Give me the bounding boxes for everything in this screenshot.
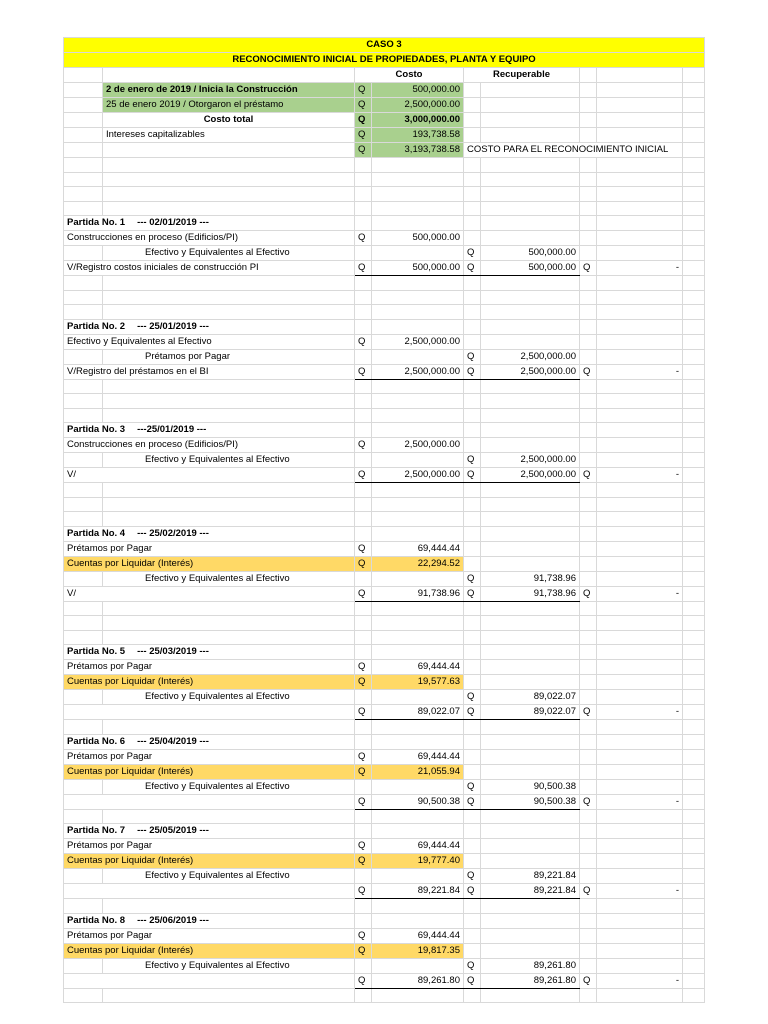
title-row xyxy=(64,38,705,53)
entry-date: --- 02/01/2019 --- xyxy=(137,217,209,228)
currency-symbol[interactable]: Q xyxy=(580,794,597,809)
empty-row xyxy=(64,512,705,527)
entry-date: --- 25/03/2019 --- xyxy=(137,646,209,657)
entry-number[interactable] xyxy=(64,423,355,438)
credit-amount[interactable]: 89,221.84 xyxy=(481,869,580,884)
sheet-title[interactable]: CASO 3 xyxy=(64,38,705,53)
debit-line-row xyxy=(64,749,705,764)
summary-amount[interactable]: 3,193,738.58 xyxy=(372,143,464,158)
empty-row xyxy=(64,809,705,824)
sheet-subtitle[interactable]: RECONOCIMIENTO INICIAL DE PROPIEDADES, PLANTA Y EQUIPO xyxy=(64,53,705,68)
entry-total-row xyxy=(64,468,705,483)
debit-amount[interactable]: 69,444.44 xyxy=(372,749,464,764)
currency-symbol[interactable]: Q xyxy=(355,128,372,143)
debit-line-row xyxy=(64,928,705,943)
account-name[interactable]: Cuentas por Liquidar (Interés) xyxy=(64,764,355,779)
empty-row xyxy=(64,172,705,187)
difference-dash[interactable]: - xyxy=(597,261,683,276)
currency-symbol[interactable]: Q xyxy=(355,586,372,601)
entry-header-row xyxy=(64,423,705,438)
currency-symbol[interactable]: Q xyxy=(355,973,372,988)
total-credit[interactable]: 91,738.96 xyxy=(481,586,580,601)
credit-line-row xyxy=(64,349,705,364)
account-name[interactable]: Cuentas por Liquidar (Interés) xyxy=(64,556,355,571)
currency-symbol[interactable]: Q xyxy=(355,541,372,556)
currency-symbol[interactable]: Q xyxy=(580,468,597,483)
currency-symbol[interactable]: Q xyxy=(355,261,372,276)
total-debit[interactable]: 91,738.96 xyxy=(372,586,464,601)
debit-line-row xyxy=(64,839,705,854)
entry-date: --- 25/06/2019 --- xyxy=(137,914,209,926)
entry-number-text: Partida No. 3 xyxy=(67,424,126,435)
currency-symbol[interactable]: Q xyxy=(355,556,372,571)
account-name[interactable]: Prétamos por Pagar xyxy=(64,928,355,943)
currency-symbol[interactable]: Q xyxy=(355,884,372,899)
entry-date: --- 25/05/2019 --- xyxy=(137,825,209,836)
empty-row xyxy=(64,408,705,423)
account-name[interactable]: Prétamos por Pagar xyxy=(103,349,355,364)
account-name[interactable]: Prétamos por Pagar xyxy=(64,749,355,764)
entry-number-text: Partida No. 6 xyxy=(67,735,126,747)
total-debit[interactable]: 89,022.07 xyxy=(372,705,464,720)
difference-dash[interactable]: - xyxy=(597,794,683,809)
debit-line-row xyxy=(64,660,705,675)
account-name[interactable]: Efectivo y Equivalentes al Efectivo xyxy=(103,571,355,586)
empty-row xyxy=(64,899,705,914)
debit-line-row xyxy=(64,764,705,779)
total-credit[interactable]: 89,221.84 xyxy=(481,884,580,899)
entry-total-row xyxy=(64,884,705,899)
difference-dash[interactable]: - xyxy=(597,586,683,601)
summary-label[interactable]: Costo total xyxy=(103,113,355,128)
entry-date: --- 25/02/2019 --- xyxy=(137,527,209,539)
summary-row xyxy=(64,128,705,143)
credit-amount[interactable]: 2,500,000.00 xyxy=(481,453,580,468)
empty-row xyxy=(64,988,705,1003)
debit-line-row xyxy=(64,541,705,556)
currency-symbol[interactable]: Q xyxy=(464,958,481,973)
difference-dash[interactable]: - xyxy=(597,884,683,899)
empty-row xyxy=(64,630,705,645)
entry-total-row xyxy=(64,364,705,379)
currency-symbol[interactable]: Q xyxy=(355,83,372,98)
debit-amount[interactable]: 2,500,000.00 xyxy=(372,438,464,453)
currency-symbol[interactable]: Q xyxy=(464,453,481,468)
entry-header-row xyxy=(64,645,705,660)
currency-symbol[interactable]: Q xyxy=(580,973,597,988)
total-debit[interactable]: 89,261.80 xyxy=(372,973,464,988)
summary-row xyxy=(64,113,705,128)
currency-symbol[interactable]: Q xyxy=(580,261,597,276)
empty-row xyxy=(64,497,705,512)
credit-amount[interactable]: 90,500.38 xyxy=(481,779,580,794)
currency-symbol[interactable]: Q xyxy=(355,839,372,854)
entry-description[interactable] xyxy=(64,794,355,809)
debit-amount[interactable]: 69,444.44 xyxy=(372,660,464,675)
empty-row xyxy=(64,601,705,616)
total-debit[interactable]: 2,500,000.00 xyxy=(372,468,464,483)
credit-amount[interactable]: 89,022.07 xyxy=(481,690,580,705)
debit-amount[interactable]: 69,444.44 xyxy=(372,928,464,943)
entry-description[interactable]: V/Registro costos iniciales de construcción PI xyxy=(64,261,355,276)
summary-label[interactable]: Intereses capitalizables xyxy=(103,128,355,143)
debit-amount[interactable]: 21,055.94 xyxy=(372,764,464,779)
empty-row xyxy=(64,201,705,216)
total-credit[interactable]: 2,500,000.00 xyxy=(481,468,580,483)
entry-number[interactable] xyxy=(64,319,355,334)
credit-amount[interactable]: 91,738.96 xyxy=(481,571,580,586)
summary-amount[interactable]: 3,000,000.00 xyxy=(372,113,464,128)
currency-symbol[interactable]: Q xyxy=(464,364,481,379)
currency-symbol[interactable]: Q xyxy=(355,660,372,675)
currency-symbol[interactable]: Q xyxy=(355,334,372,349)
empty-row xyxy=(64,276,705,291)
currency-symbol[interactable]: Q xyxy=(355,705,372,720)
account-name[interactable]: Cuentas por Liquidar (Interés) xyxy=(64,854,355,869)
account-name[interactable]: Cuentas por Liquidar (Interés) xyxy=(64,675,355,690)
entry-total-row xyxy=(64,794,705,809)
currency-symbol[interactable]: Q xyxy=(355,113,372,128)
total-credit[interactable]: 500,000.00 xyxy=(481,261,580,276)
entry-total-row xyxy=(64,973,705,988)
entry-header-row xyxy=(64,824,705,839)
account-name[interactable]: Prétamos por Pagar xyxy=(64,660,355,675)
difference-dash[interactable]: - xyxy=(597,973,683,988)
empty-row xyxy=(64,720,705,735)
total-debit[interactable]: 2,500,000.00 xyxy=(372,364,464,379)
currency-symbol[interactable]: Q xyxy=(355,943,372,958)
empty-row xyxy=(64,158,705,173)
currency-symbol[interactable]: Q xyxy=(355,928,372,943)
empty-row xyxy=(64,187,705,202)
currency-symbol[interactable]: Q xyxy=(464,571,481,586)
currency-symbol[interactable]: Q xyxy=(464,468,481,483)
debit-line-row xyxy=(64,675,705,690)
entry-total-row xyxy=(64,705,705,720)
entry-header-row xyxy=(64,913,705,928)
credit-line-row xyxy=(64,690,705,705)
entry-description[interactable]: V/ xyxy=(64,468,355,483)
credit-amount[interactable]: 500,000.00 xyxy=(481,246,580,261)
credit-line-row xyxy=(64,779,705,794)
account-name[interactable]: Prétamos por Pagar xyxy=(64,541,355,556)
header-costo[interactable]: Costo xyxy=(355,68,464,83)
debit-line-row xyxy=(64,231,705,246)
account-name[interactable]: Efectivo y Equivalentes al Efectivo xyxy=(103,958,355,973)
total-credit[interactable]: 2,500,000.00 xyxy=(481,364,580,379)
currency-symbol[interactable]: Q xyxy=(355,231,372,246)
entry-header-row xyxy=(64,734,705,749)
currency-symbol[interactable]: Q xyxy=(464,779,481,794)
entry-number[interactable] xyxy=(64,526,355,541)
account-name[interactable]: Construcciones en proceso (Edificios/PI) xyxy=(64,438,355,453)
header-row xyxy=(64,68,705,83)
credit-line-row xyxy=(64,958,705,973)
entry-description[interactable] xyxy=(64,884,355,899)
credit-amount[interactable]: 2,500,000.00 xyxy=(481,349,580,364)
entry-header-row xyxy=(64,526,705,541)
account-name[interactable]: Efectivo y Equivalentes al Efectivo xyxy=(103,246,355,261)
empty-row xyxy=(64,290,705,305)
total-credit[interactable]: 90,500.38 xyxy=(481,794,580,809)
total-debit[interactable]: 500,000.00 xyxy=(372,261,464,276)
entry-number[interactable] xyxy=(64,645,355,660)
debit-line-row xyxy=(64,556,705,571)
summary-amount[interactable]: 2,500,000.00 xyxy=(372,98,464,113)
currency-symbol[interactable]: Q xyxy=(464,705,481,720)
account-name[interactable]: Efectivo y Equivalentes al Efectivo xyxy=(103,453,355,468)
debit-line-row xyxy=(64,438,705,453)
entry-header-row xyxy=(64,319,705,334)
empty-row xyxy=(64,379,705,394)
currency-symbol[interactable]: Q xyxy=(355,764,372,779)
summary-row xyxy=(64,98,705,113)
entry-number-text: Partida No. 8 xyxy=(67,914,126,926)
currency-symbol[interactable]: Q xyxy=(355,143,372,158)
debit-amount[interactable]: 2,500,000.00 xyxy=(372,334,464,349)
summary-row xyxy=(64,143,705,158)
empty-row xyxy=(64,616,705,631)
credit-line-row xyxy=(64,869,705,884)
currency-symbol[interactable]: Q xyxy=(355,794,372,809)
entry-date: --- 25/01/2019 --- xyxy=(137,320,209,332)
entry-date: ---25/01/2019 --- xyxy=(137,424,207,435)
currency-symbol[interactable]: Q xyxy=(355,364,372,379)
account-name[interactable]: Efectivo y Equivalentes al Efectivo xyxy=(64,334,355,349)
entry-date: --- 25/04/2019 --- xyxy=(137,735,209,747)
credit-line-row xyxy=(64,453,705,468)
empty-row xyxy=(64,305,705,320)
entry-total-row xyxy=(64,586,705,601)
summary-label[interactable]: 25 de enero 2019 / Otorgaron el préstamo xyxy=(103,98,355,113)
difference-dash[interactable]: - xyxy=(597,705,683,720)
summary-label[interactable] xyxy=(103,143,355,158)
entry-number-text: Partida No. 7 xyxy=(67,825,126,836)
entry-description[interactable]: V/ xyxy=(64,586,355,601)
summary-label[interactable]: 2 de enero de 2019 / Inicia la Construcción xyxy=(103,83,355,98)
currency-symbol[interactable]: Q xyxy=(580,884,597,899)
currency-symbol[interactable]: Q xyxy=(355,675,372,690)
entry-description[interactable]: V/Registro del préstamos en el BI xyxy=(64,364,355,379)
summary-amount[interactable]: 500,000.00 xyxy=(372,83,464,98)
entry-number[interactable] xyxy=(64,913,355,928)
currency-symbol[interactable]: Q xyxy=(464,349,481,364)
debit-amount[interactable]: 500,000.00 xyxy=(372,231,464,246)
account-name[interactable]: Cuentas por Liquidar (Interés) xyxy=(64,943,355,958)
currency-symbol[interactable]: Q xyxy=(355,468,372,483)
account-name[interactable]: Prétamos por Pagar xyxy=(64,839,355,854)
account-name[interactable]: Efectivo y Equivalentes al Efectivo xyxy=(103,690,355,705)
header-recuperable[interactable]: Recuperable xyxy=(464,68,580,83)
debit-line-row xyxy=(64,334,705,349)
entry-total-row xyxy=(64,261,705,276)
debit-line-row xyxy=(64,943,705,958)
entry-number[interactable] xyxy=(64,216,355,231)
currency-symbol[interactable]: Q xyxy=(464,586,481,601)
currency-symbol[interactable]: Q xyxy=(580,364,597,379)
currency-symbol[interactable]: Q xyxy=(580,705,597,720)
summary-row xyxy=(64,83,705,98)
currency-symbol[interactable]: Q xyxy=(464,690,481,705)
spreadsheet xyxy=(63,37,705,1003)
debit-amount[interactable]: 69,444.44 xyxy=(372,839,464,854)
credit-line-row xyxy=(64,246,705,261)
account-name[interactable]: Efectivo y Equivalentes al Efectivo xyxy=(103,779,355,794)
total-credit[interactable]: 89,261.80 xyxy=(481,973,580,988)
account-name[interactable]: Construcciones en proceso (Edificios/PI) xyxy=(64,231,355,246)
entry-description[interactable] xyxy=(64,973,355,988)
currency-symbol[interactable]: Q xyxy=(355,749,372,764)
currency-symbol[interactable]: Q xyxy=(464,261,481,276)
debit-amount[interactable]: 19,777.40 xyxy=(372,854,464,869)
total-credit[interactable]: 89,022.07 xyxy=(481,705,580,720)
summary-note[interactable]: COSTO PARA EL RECONOCIMIENTO INICIAL xyxy=(464,143,683,158)
currency-symbol[interactable]: Q xyxy=(355,98,372,113)
entry-number-text: Partida No. 1 xyxy=(67,217,126,228)
currency-symbol[interactable]: Q xyxy=(464,884,481,899)
currency-symbol[interactable]: Q xyxy=(464,794,481,809)
entry-number-text: Partida No. 2 xyxy=(67,320,126,332)
debit-amount[interactable]: 22,294.52 xyxy=(372,556,464,571)
currency-symbol[interactable]: Q xyxy=(464,973,481,988)
debit-amount[interactable]: 69,444.44 xyxy=(372,541,464,556)
debit-amount[interactable]: 19,817.35 xyxy=(372,943,464,958)
entry-header-row xyxy=(64,216,705,231)
credit-amount[interactable]: 89,261.80 xyxy=(481,958,580,973)
empty-row xyxy=(64,483,705,498)
entry-number[interactable] xyxy=(64,824,355,839)
total-debit[interactable]: 90,500.38 xyxy=(372,794,464,809)
currency-symbol[interactable]: Q xyxy=(464,869,481,884)
total-debit[interactable]: 89,221.84 xyxy=(372,884,464,899)
difference-dash[interactable]: - xyxy=(597,468,683,483)
credit-line-row xyxy=(64,571,705,586)
debit-line-row xyxy=(64,854,705,869)
entry-number-text: Partida No. 4 xyxy=(67,527,126,539)
currency-symbol[interactable]: Q xyxy=(464,246,481,261)
currency-symbol[interactable]: Q xyxy=(355,438,372,453)
account-name[interactable]: Efectivo y Equivalentes al Efectivo xyxy=(103,869,355,884)
subtitle-row xyxy=(64,53,705,68)
summary-amount[interactable]: 193,738.58 xyxy=(372,128,464,143)
entry-description[interactable] xyxy=(64,705,355,720)
difference-dash[interactable]: - xyxy=(597,364,683,379)
empty-row xyxy=(64,394,705,409)
currency-symbol[interactable]: Q xyxy=(580,586,597,601)
entry-number-text: Partida No. 5 xyxy=(67,646,126,657)
entry-number[interactable] xyxy=(64,734,355,749)
currency-symbol[interactable]: Q xyxy=(355,854,372,869)
debit-amount[interactable]: 19,577.63 xyxy=(372,675,464,690)
